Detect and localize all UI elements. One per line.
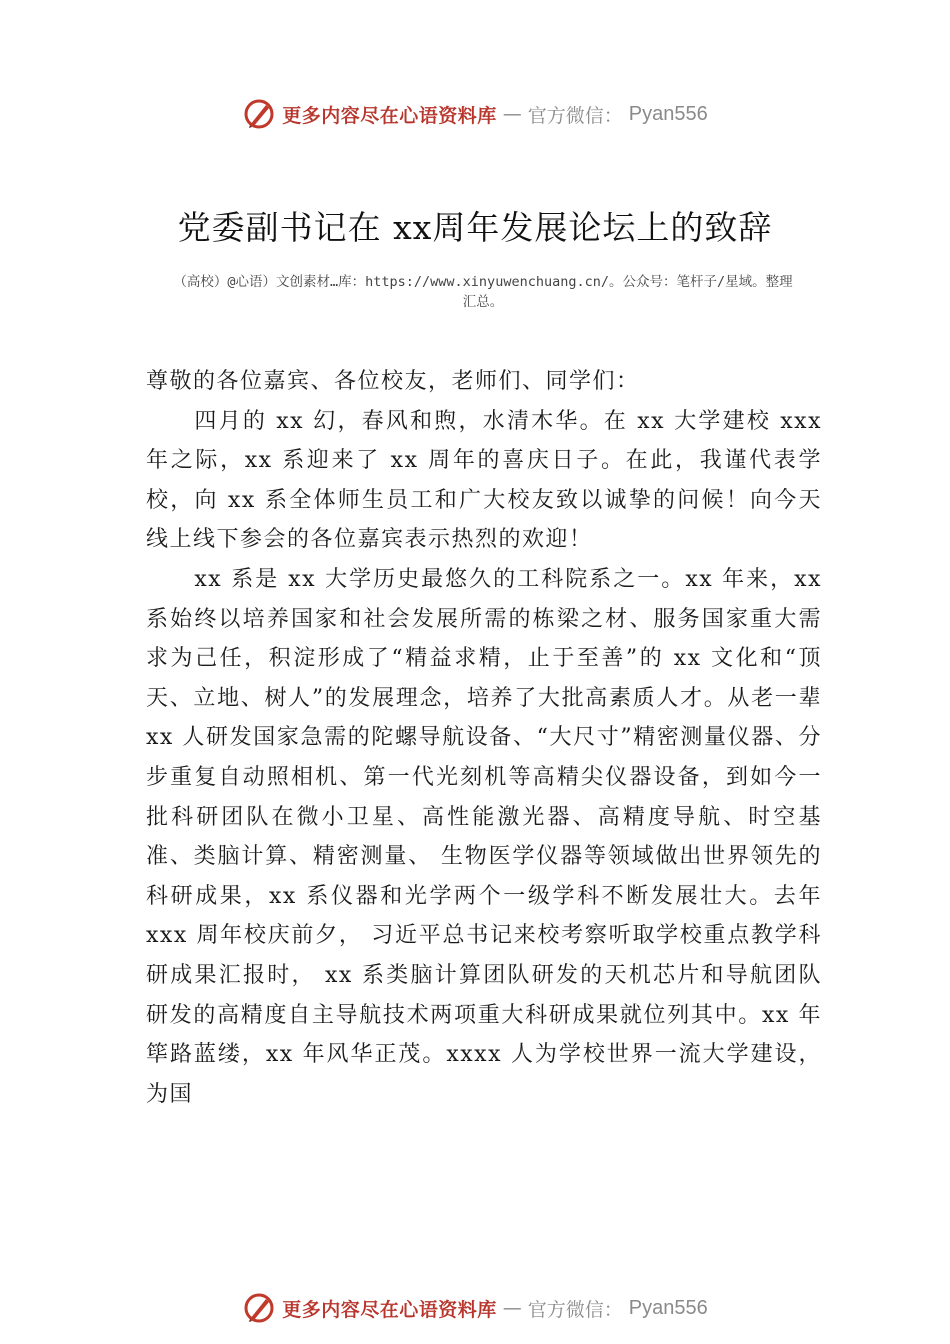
body-paragraph-2: xx 系是 xx 大学历史最悠久的工科院系之一。xx 年来，xx 系始终以培养国家和社会发展所需的栋梁之材、服务国家重大需求为己任，积淀形成了“精益求精，止于至善”的 xx 文化和“顶天、立地、树人”的发展理念，培养了大批高素质人才。从老一辈 xx 人研发国家急需的陀螺导航设备、“大尺寸”精密测量仪器、分步重复自动照相机、第一代光刻机等高精尖仪器设备，到如今一批科研团队在微小卫星、高性能激光器、高精度导航、时空基准、类脑计算、精密测量、 生物医学仪器等领域做出世界领先的科研成果，xx 系仪器和光学两个一级学科不断发展壮大。去年 xxx 周年校庆前夕， 习近平总书记来校考察听取学校重点教学科研成果汇报时， xx 系类脑计算团队研发的天机芯片和导航团队研发的高精度自主导航技术两项重大科研成果就位列其中。xx 年筚路蓝缕，xx 年风华正茂。xxxx 人为学校世界一流大学建设，为国 [146,566,822,1107]
body-paragraph-1: 四月的 xx 幻，春风和煦，水清木华。在 xx 大学建校 xxx 年之际，xx 系迎来了 xx 周年的喜庆日子。在此，我谨代表学校，向 xx 系全体师生员工和广大校友致以诚挚的问候！向今天线上线下参会的各位嘉宾表示热烈的欢迎！ [146,408,822,553]
pen-logo-icon [242,97,276,131]
salutation: 尊敬的各位嘉宾、各位校友，老师们、同学们： [146,369,640,394]
document-body [146,362,822,1114]
watermark-wechat-label: 官方微信： [527,104,623,127]
header-watermark [0,94,950,134]
watermark-separator: — [502,103,522,125]
watermark-wechat-id: Pyan556 [628,102,708,125]
watermark-wechat-id: Pyan556 [628,1296,708,1319]
source-note: （高校）@心语）文创素材…库：https://www.xinyuwenchuang.cn/。公众号：笔杆子/星域。整理汇总。 [173,274,793,310]
document-title: 党委副书记在 xx周年发展论坛上的致辞 [177,208,773,247]
watermark-promo-text: 更多内容尽在心语资料库 [282,1298,497,1321]
watermark-wechat-label: 官方微信： [527,1298,623,1321]
watermark-separator: — [502,1297,522,1319]
watermark-promo-text: 更多内容尽在心语资料库 [282,104,497,127]
pen-logo-icon [242,1291,276,1325]
footer-watermark [0,1288,950,1328]
